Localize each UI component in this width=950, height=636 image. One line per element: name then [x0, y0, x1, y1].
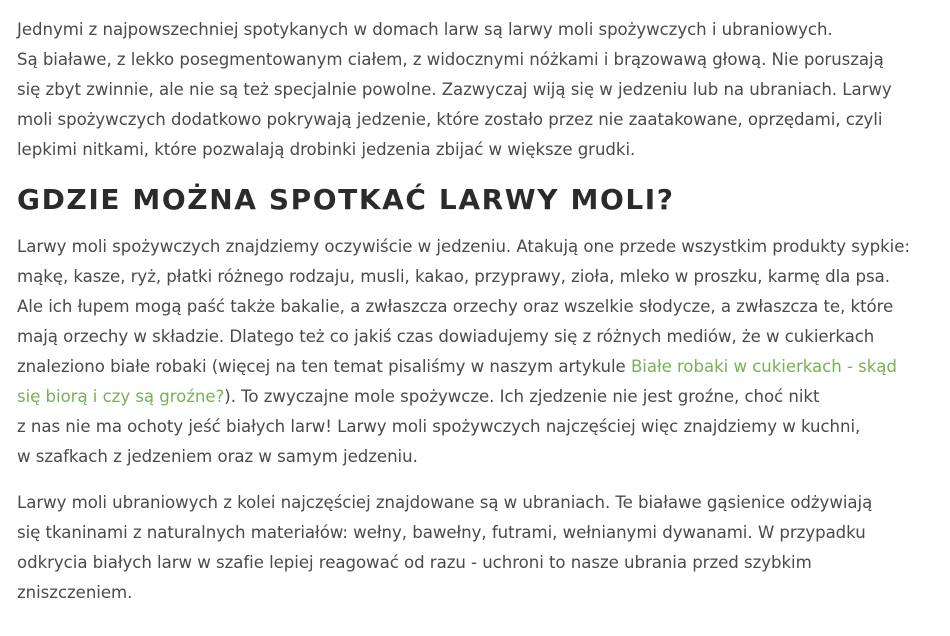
section-heading: GDZIE MOŻNA SPOTKAĆ LARWY MOLI? [17, 183, 675, 216]
where-paragraph [17, 232, 950, 472]
paragraph-line [17, 352, 950, 382]
paragraph-line: Są białawe, z lekko posegmentowanym ciałem, z widocznymi nóżkami i brązowawą głową. Nie poruszają [17, 50, 884, 69]
paragraph-line: w szafkach z jedzeniem oraz w samym jedzeniu. [17, 447, 418, 466]
paragraph-line: się zbyt zwinnie, ale nie są też specjalnie powolne. Zazwyczaj wiją się w jedzeniu lub na ubraniach. Larwy [17, 80, 892, 99]
paragraph-line: się tkaninami z naturalnych materiałów: wełny, bawełny, futrami, wełnianymi dywanami. W przypadku [17, 523, 866, 542]
paragraph-line: z nas nie ma ochoty jeść białych larw! Larwy moli spożywczych najczęściej więc znajdziemy w kuchni, [17, 417, 861, 436]
paragraph-line: odkrycia białych larw w szafie lepiej reagować od razu - uchroni to nasze ubrania przed szybkim [17, 553, 812, 572]
paragraph-line: Ale ich łupem mogą paść także bakalie, a zwłaszcza orzechy oraz wszelkie słodycze, a zwłaszcza te, które [17, 297, 894, 316]
paragraph-line: mają orzechy w składzie. Dlatego też co jakiś czas dowiadujemy się z różnych mediów, że w cukierkach [17, 327, 875, 346]
paragraph-line: mąkę, kasze, ryż, płatki różnego rodzaju, musli, kakao, przyprawy, zioła, mleko w proszku, karmę dla psa. [17, 267, 890, 286]
paragraph-text: ). To zwyczajne mole spożywcze. Ich zjedzenie nie jest groźne, choć nikt [224, 387, 820, 406]
paragraph-line: Larwy moli ubraniowych z kolei najczęściej znajdowane są w ubraniach. Te białawe gąsienice odżywiają [17, 493, 873, 512]
clothes-paragraph [17, 488, 950, 608]
paragraph-line: Larwy moli spożywczych znajdziemy oczywiście w jedzeniu. Atakują one przede wszystkim produkty sypkie: [17, 237, 910, 256]
article-link-part2[interactable]: się biorą i czy są groźne? [17, 387, 225, 406]
paragraph-line: moli spożywczych dodatkowo pokrywają jedzenie, które zostało przez nie zaatakowane, oprzędami, czyli [17, 110, 883, 129]
paragraph-text: znaleziono białe robaki (więcej na ten temat pisaliśmy w naszym artykule [17, 357, 631, 376]
article-link-part1[interactable]: Białe robaki w cukierkach - skąd [630, 357, 897, 376]
intro-paragraph [17, 15, 950, 165]
paragraph-line: lepkimi nitkami, które pozwalają drobinki jedzenia zbijać w większe grudki. [17, 140, 636, 159]
paragraph-line: zniszczeniem. [17, 583, 133, 602]
paragraph-line: Jednymi z najpowszechniej spotykanych w domach larw są larwy moli spożywczych i ubraniowych. [17, 20, 833, 39]
paragraph-line [17, 382, 950, 412]
